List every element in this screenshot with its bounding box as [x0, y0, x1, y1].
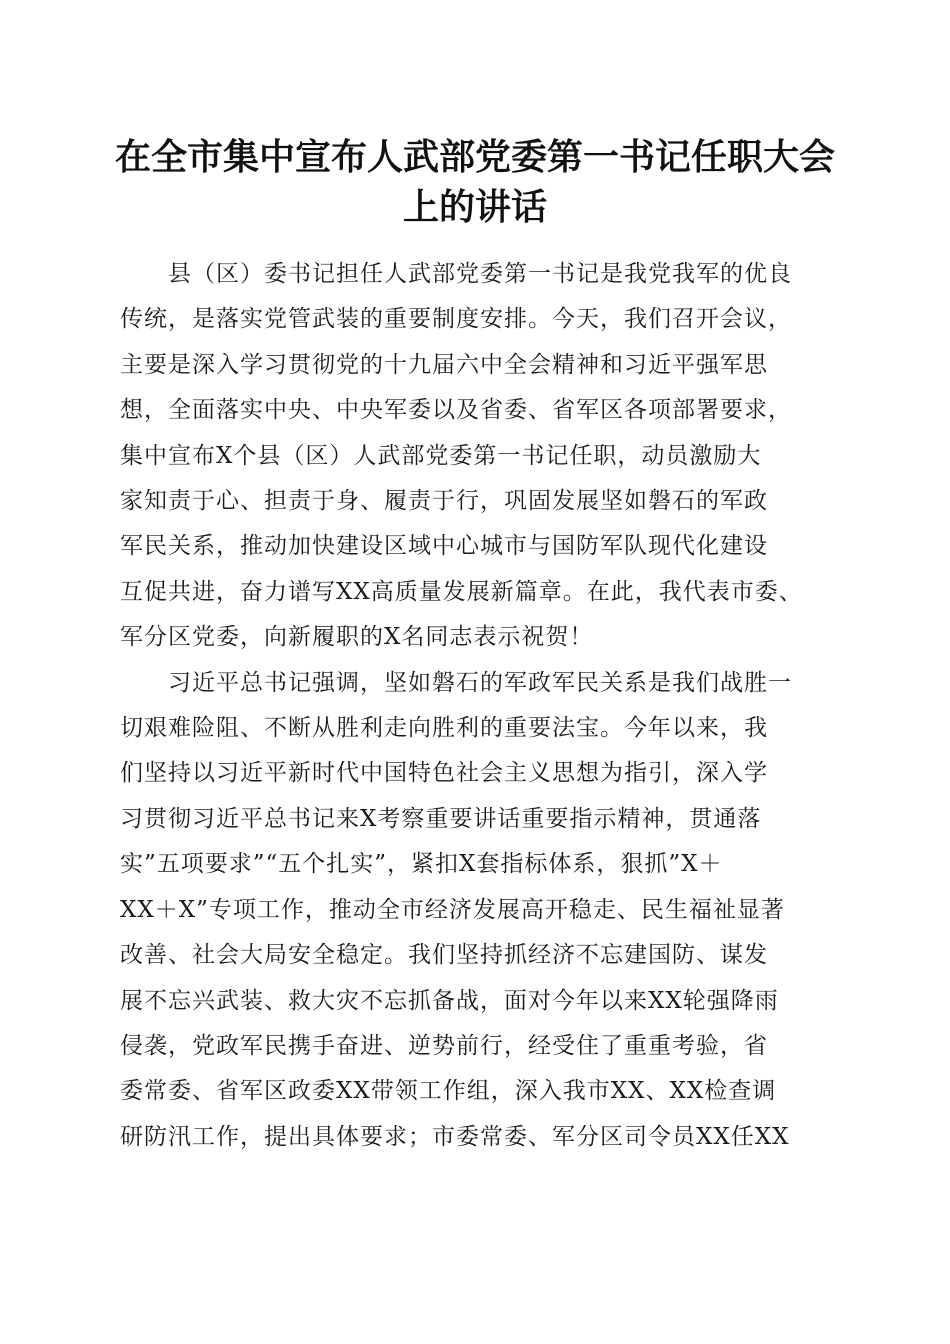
- paragraph-1: [120, 252, 832, 661]
- text-line: 展不忘兴武装、救大灾不忘抓备战，面对今年以来XX轮强降雨: [120, 987, 779, 1014]
- text-line: 军分区党委，向新履职的X名同志表示祝贺！: [120, 624, 594, 651]
- text-line: XX＋X”专项工作，推动全市经济发展高开稳走、民生福祉显著: [120, 896, 785, 923]
- text-line: 侵袭，党政军民携手奋进、逆势前行，经受住了重重考验，省: [120, 1032, 768, 1059]
- text-line: 研防汛工作，提出具体要求；市委常委、军分区司令员XX任XX: [120, 1123, 790, 1150]
- text-line: 主要是深入学习贯彻党的十九届六中全会精神和习近平强军思: [120, 351, 768, 378]
- title-line: 在全市集中宣布人武部党委第一书记任职大会: [114, 136, 835, 178]
- paragraph-2: [120, 661, 832, 1160]
- text-line: 实”五项要求”“五个扎实”，紧扣X套指标体系，狠抓”X＋: [120, 851, 723, 878]
- text-line: 习贯彻习近平总书记来X考察重要讲话重要指示精神，贯通落: [120, 805, 762, 832]
- text-line: 军民关系，推动加快建设区域中心城市与国防军队现代化建设: [120, 533, 768, 560]
- text-line: 委常委、省军区政委XX带领工作组，深入我市XX、XX检查调: [120, 1078, 777, 1105]
- text-line: 家知责于心、担责于身、履责于行，巩固发展坚如磐石的军政: [120, 488, 768, 515]
- text-line: 习近平总书记强调，坚如磐石的军政军民关系是我们战胜一: [120, 669, 792, 696]
- text-line: 县（区）委书记担任人武部党委第一书记是我党我军的优良: [120, 261, 792, 287]
- text-line: 集中宣布X个县（区）人武部党委第一书记任职，动员激励大: [120, 442, 762, 469]
- text-line: 改善、社会大局安全稳定。我们坚持抓经济不忘建国防、谋发: [120, 942, 768, 969]
- text-line: 想，全面落实中央、中央军委以及省委、省军区各项部署要求，: [120, 397, 792, 424]
- title-line: 上的讲话: [402, 186, 547, 228]
- text-line: 切艰难险阻、不断从胜利走向胜利的重要法宝。今年以来，我: [120, 715, 768, 742]
- text-line: 们坚持以习近平新时代中国特色社会主义思想为指引，深入学: [120, 760, 768, 787]
- document-title: [100, 132, 850, 232]
- text-line: 互促共进，奋力谱写XX高质量发展新篇章。在此，我代表市委、: [120, 578, 803, 605]
- document-body: [120, 252, 832, 1160]
- text-line: 传统，是落实党管武装的重要制度安排。今天，我们召开会议，: [120, 306, 792, 333]
